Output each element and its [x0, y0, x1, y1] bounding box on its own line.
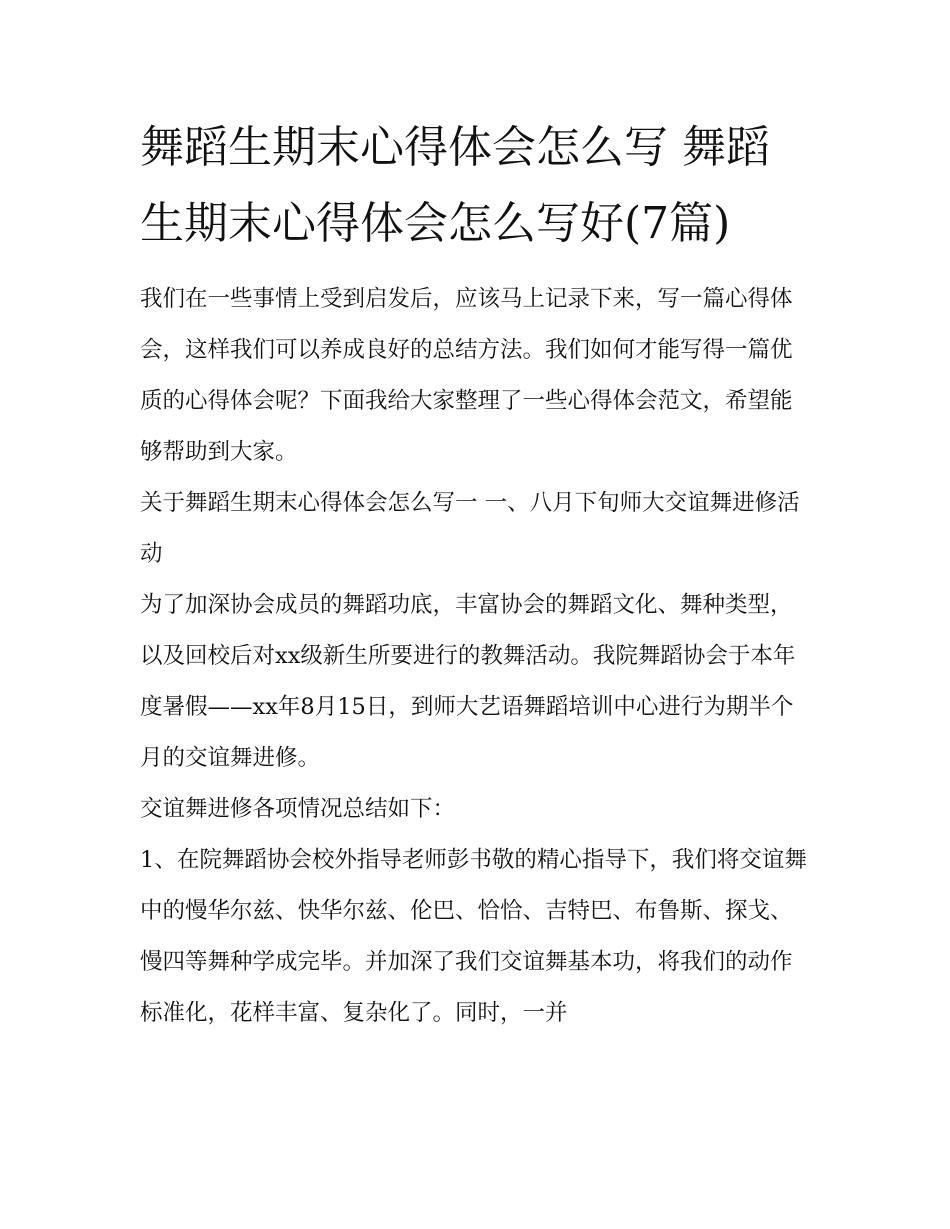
- document-page: [140, 110, 812, 1039]
- paragraph-purpose: 为了加深协会成员的舞蹈功底，丰富协会的舞蹈文化、舞种类型，以及回校后对xx级新生所要进行的教舞活动。我院舞蹈协会于本年度暑假——xx年8月15日，到师大艺语舞蹈培训中心进行为期半个月的交谊舞进修。: [140, 592, 796, 771]
- paragraph-item-1: 1、在院舞蹈协会校外指导老师彭书敬的精心指导下，我们将交谊舞中的慢华尔兹、快华尔兹、伦巴、恰恰、吉特巴、布鲁斯、探戈、慢四等舞种学成完毕。并加深了我们交谊舞基本功，将我们的动作标准化，花样丰富、复杂化了。同时，一并: [140, 847, 807, 1026]
- paragraph-summary-intro: 交谊舞进修各项情况总结如下：: [140, 796, 456, 822]
- document-title: 舞蹈生期末心得体会怎么写 舞蹈生期末心得体会怎么写好(7篇): [140, 122, 770, 249]
- paragraph-section-heading: 关于舞蹈生期末心得体会怎么写一 一、八月下旬师大交谊舞进修活动: [140, 490, 800, 567]
- paragraph-intro: 我们在一些事情上受到启发后，应该马上记录下来，写一篇心得体会，这样我们可以养成良好的总结方法。我们如何才能写得一篇优质的心得体会呢？下面我给大家整理了一些心得体会范文，希望能够帮助到大家。: [140, 286, 793, 465]
